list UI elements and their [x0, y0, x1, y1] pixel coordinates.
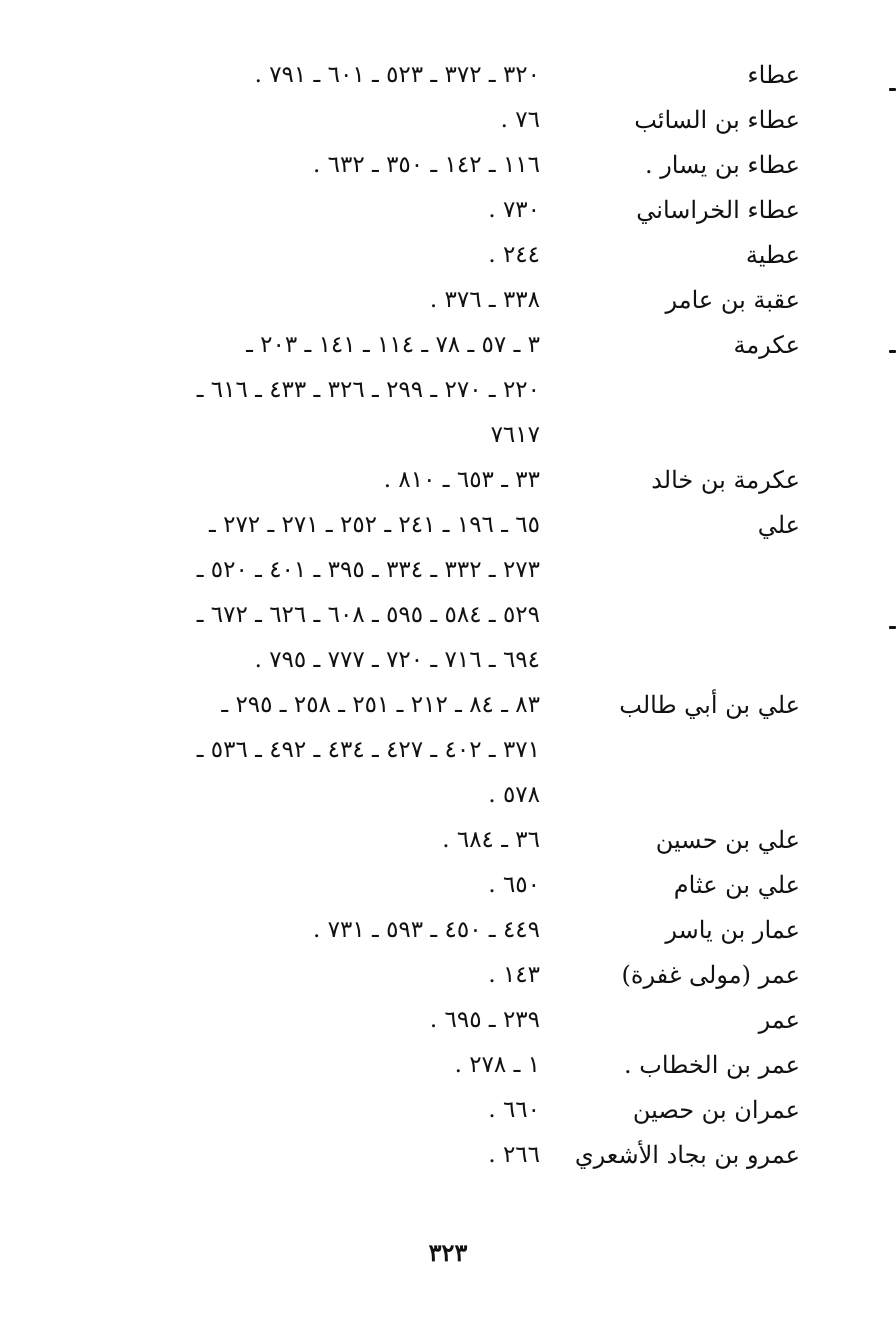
index-entry	[60, 908, 800, 953]
entry-name: عمر	[758, 1006, 800, 1034]
entry-page-refs	[60, 188, 540, 233]
entry-page-refs	[60, 503, 540, 683]
margin-mark	[889, 626, 896, 629]
index-entry	[60, 818, 800, 863]
entry-page-refs	[60, 98, 540, 143]
page-refs-line: ١٤٣ .	[488, 962, 540, 988]
entry-page-refs	[60, 1088, 540, 1133]
entry-name: عطية	[745, 241, 800, 269]
index-entry	[60, 188, 800, 233]
entry-page-refs	[60, 278, 540, 323]
entry-name: عمر (مولى غفرة)	[621, 961, 800, 989]
entry-name: عقبة بن عامر	[665, 286, 800, 314]
page-refs-line: ١ ـ ٢٧٨ .	[454, 1052, 540, 1078]
entry-name: عطاء بن السائب	[634, 106, 800, 134]
page-refs-line: ٢٢٠ ـ ٢٧٠ ـ ٢٩٩ ـ ٣٢٦ ـ ٤٣٣ ـ ٦١٦ ـ	[196, 377, 540, 403]
page-refs-line: ٤٤٩ ـ ٤٥٠ ـ ٥٩٣ ـ ٧٣١ .	[313, 917, 540, 943]
index-entry	[60, 503, 800, 683]
page-refs-line: ٦٦٠ .	[488, 1097, 540, 1123]
entry-page-refs	[60, 233, 540, 278]
index-entry	[60, 953, 800, 998]
page-refs-line: ٣٢٠ ـ ٣٧٢ ـ ٥٢٣ ـ ٦٠١ ـ ٧٩١ .	[254, 62, 540, 88]
page-refs-line: ٦٥٠ .	[488, 872, 540, 898]
entry-name: علي بن أبي طالب	[619, 691, 800, 719]
entry-name: عطاء	[747, 61, 800, 89]
margin-mark	[889, 88, 896, 91]
page-refs-line: ٢٣٩ ـ ٦٩٥ .	[429, 1007, 540, 1033]
page-refs-line: ٢٤٤ .	[488, 242, 540, 268]
entry-page-refs	[60, 323, 540, 458]
index-entry	[60, 1043, 800, 1088]
index-entry	[60, 53, 800, 98]
entry-page-refs	[60, 53, 540, 98]
entry-page-refs	[60, 953, 540, 998]
index-entry	[60, 998, 800, 1043]
index-entry	[60, 143, 800, 188]
page-refs-line: ٦٥ ـ ١٩٦ ـ ٢٤١ ـ ٢٥٢ ـ ٢٧١ ـ ٢٧٢ ـ	[209, 512, 540, 538]
index-entry	[60, 1133, 800, 1178]
page-refs-line: ٥٧٨ .	[488, 782, 540, 808]
entry-name: علي بن حسين	[655, 826, 800, 854]
entry-page-refs	[60, 863, 540, 908]
entry-name: علي بن عثام	[673, 871, 800, 899]
index-entry	[60, 863, 800, 908]
entry-page-refs	[60, 458, 540, 503]
entry-page-refs	[60, 908, 540, 953]
entry-name: عكرمة بن خالد	[651, 466, 800, 494]
page-refs-line: ٥٢٩ ـ ٥٨٤ ـ ٥٩٥ ـ ٦٠٨ ـ ٦٢٦ ـ ٦٧٢ ـ	[196, 602, 540, 628]
page-refs-line: ٧٦ .	[500, 107, 540, 133]
page-refs-line: ٢٧٣ ـ ٣٣٢ ـ ٣٣٤ ـ ٣٩٥ ـ ٤٠١ ـ ٥٢٠ ـ	[196, 557, 540, 583]
entry-page-refs	[60, 998, 540, 1043]
page-refs-line: ٣٦ ـ ٦٨٤ .	[442, 827, 540, 853]
page-refs-line: ٨٣ ـ ٨٤ ـ ٢١٢ ـ ٢٥١ ـ ٢٥٨ ـ ٢٩٥ ـ	[221, 692, 540, 718]
page-refs-line: ٣٧١ ـ ٤٠٢ ـ ٤٢٧ ـ ٤٣٤ ـ ٤٩٢ ـ ٥٣٦ ـ	[196, 737, 540, 763]
margin-mark	[889, 350, 896, 353]
page-number: ٣٢٣	[428, 1238, 468, 1267]
entry-page-refs	[60, 818, 540, 863]
entry-name: عكرمة	[733, 331, 800, 359]
entry-name: عمران بن حصين	[632, 1096, 800, 1124]
index-entry	[60, 98, 800, 143]
entry-name: علي	[757, 511, 800, 539]
entry-name: عطاء بن يسار .	[644, 151, 800, 179]
page-refs-line: ٢٦٦ .	[488, 1142, 540, 1168]
page-refs-line: ٣ ـ ٥٧ ـ ٧٨ ـ ١١٤ ـ ١٤١ ـ ٢٠٣ ـ	[246, 332, 540, 358]
page-refs-line: ٣٣ ـ ٦٥٣ ـ ٨١٠ .	[383, 467, 540, 493]
index-entry	[60, 323, 800, 458]
index-entry	[60, 1088, 800, 1133]
page-refs-line: ٦٩٤ ـ ٧١٦ ـ ٧٢٠ ـ ٧٧٧ ـ ٧٩٥ .	[254, 647, 540, 673]
entry-page-refs	[60, 1043, 540, 1088]
page-refs-line: ٧٦١٧	[490, 422, 540, 448]
entry-name: عطاء الخراساني	[636, 196, 800, 224]
entry-name: عمر بن الخطاب .	[624, 1051, 800, 1079]
page-refs-line: ٣٣٨ ـ ٣٧٦ .	[429, 287, 540, 313]
entry-name: عمار بن ياسر	[665, 916, 800, 944]
page-refs-line: ٧٣٠ .	[488, 197, 540, 223]
entry-page-refs	[60, 1133, 540, 1178]
index-entry	[60, 683, 800, 818]
entry-page-refs	[60, 683, 540, 818]
index-entry	[60, 233, 800, 278]
entry-name: عمرو بن بجاد الأشعري	[574, 1141, 800, 1169]
index-entry	[60, 278, 800, 323]
page-refs-line: ١١٦ ـ ١٤٢ ـ ٣٥٠ ـ ٦٣٢ .	[313, 152, 540, 178]
entry-page-refs	[60, 143, 540, 188]
index-entry	[60, 458, 800, 503]
